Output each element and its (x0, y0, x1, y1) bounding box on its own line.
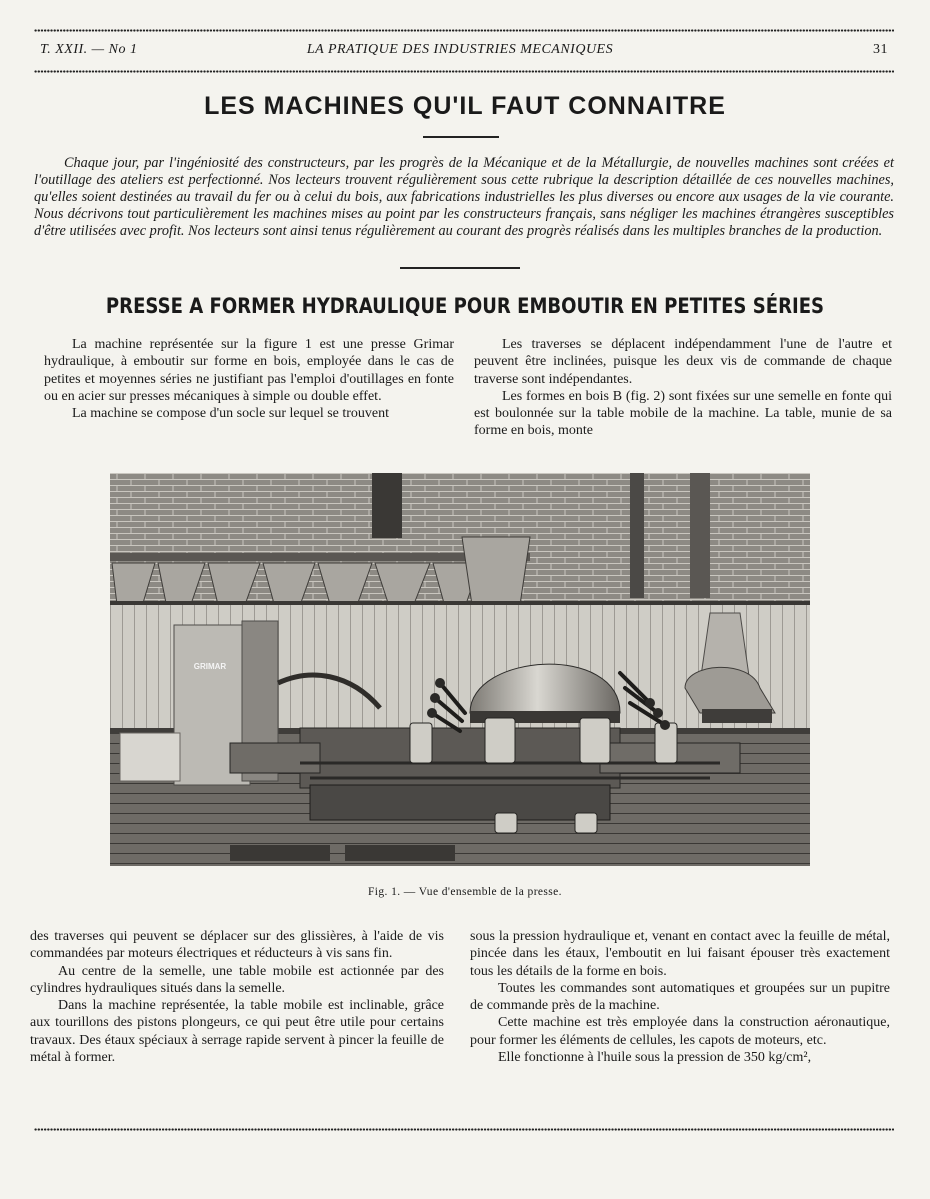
paragraph: des traverses qui peuvent se déplacer sur des glissières, à l'aide de vis commandées par moteurs électriques et réducteurs à vis sans fin. (30, 929, 444, 962)
paragraph: Dans la machine représentée, la table mobile est inclinable, grâce aux tourillons des pistons plongeurs, ce qui peut être utile pour certains travaux. Des étaux spéciaux à serrage rapide servent à pincer la feuille de métal à former. (30, 998, 444, 1066)
bottom-left-column (30, 928, 444, 1066)
figure-caption: Fig. 1. — Vue d'ensemble de la presse. (368, 886, 562, 898)
intro-paragraph: Chaque jour, par l'ingéniosité des constructeurs, par les progrès de la Mécanique et de la Métallurgie, de nouvelles machines sont créées et l'outillage des ateliers est perfectionné. Nos lecteurs trouvent régulièrement sous cette rubrique la description détaillée de ces nouvelles machines, qu'elles soient destinées au travail du fer ou à celui du bois, aux fabrications industrielles les plus diverses ou encore aux usages de la vie courante. Nous décrivons tout particulièrement les machines mises au point par les constructeurs français, sans négliger les machines étrangères susceptibles d'être utilisées avec profit. Nos lecteurs sont ainsi tenus régulièrement au courant des progrès réalisés dans les multiples branches de la production. (34, 155, 894, 239)
press-photograph (110, 473, 810, 866)
volume-number: T. XXII. — No 1 (40, 42, 138, 57)
paragraph: Les formes en bois B (fig. 2) sont fixées sur une semelle en fonte qui est boulonnée sur la table mobile de la machine. La table, munie de sa forme en bois, monte (474, 388, 892, 439)
footer-dotted-rule (34, 1128, 894, 1131)
intro-separator (400, 267, 520, 269)
paragraph: La machine se compose d'un socle sur lequel se trouvent (72, 406, 390, 422)
paragraph: Elle fonctionne à l'huile sous la pression de 350 kg/cm², (498, 1050, 812, 1066)
paragraph: Cette machine est très employée dans la construction aéronautique, pour former les éléments de cellules, les capots de moteurs, etc. (470, 1015, 890, 1048)
page-number: 31 (873, 42, 888, 57)
paragraph: sous la pression hydraulique et, venant en contact avec la feuille de métal, pincée dans les étaux, l'emboutit en lui faisant épouser très exactement tous les détails de la forme en bois. (470, 929, 890, 979)
top-left-column (44, 336, 454, 422)
paragraph: Les traverses se déplacent indépendamment l'une de l'autre et peuvent être inclinées, puisque les deux vis de commande de chaque traverse sont indépendantes. (474, 337, 892, 387)
paragraph: Toutes les commandes sont automatiques et groupées sur un pupitre de commande près de la machine. (470, 980, 890, 1014)
paragraph: Au centre de la semelle, une table mobile est actionnée par des cylindres hydrauliques situés dans la semelle. (30, 963, 444, 996)
article-title: PRESSE A FORMER HYDRAULIQUE POUR EMBOUTIR EN PETITES SÉRIES (105, 294, 825, 318)
journal-name: LA PRATIQUE DES INDUSTRIES MECANIQUES (306, 42, 614, 57)
top-dotted-rule (34, 29, 894, 32)
section-title: LES MACHINES QU'IL FAUT CONNAITRE (204, 92, 726, 120)
title-underline (423, 136, 499, 138)
paragraph: La machine représentée sur la figure 1 est une presse Grimar hydraulique, à emboutir sur forme en bois, employée dans le cas de petites et moyennes séries ne justifiant pas l'emploi d'outillages en fonte ou en acier sur presses mécaniques à simple ou double effet. (44, 337, 454, 404)
running-header (40, 40, 888, 62)
top-right-column (474, 336, 892, 440)
bottom-right-column (470, 928, 890, 1066)
press-illustration (110, 473, 810, 866)
cabinet-brand-label: GRIMAR (193, 662, 227, 671)
header-dotted-rule (34, 70, 894, 73)
